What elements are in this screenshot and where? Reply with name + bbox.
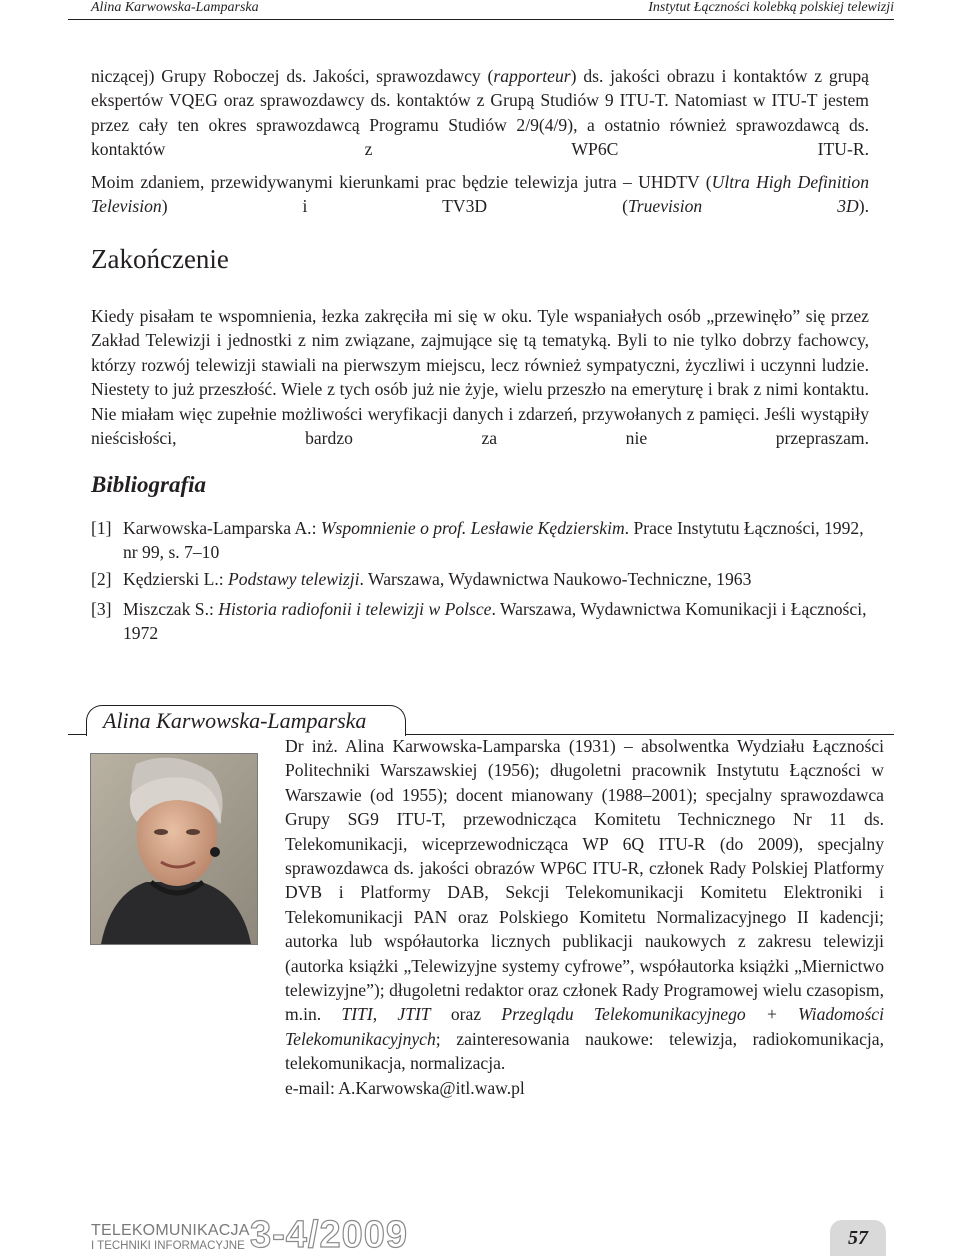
author-biography: Dr inż. Alina Karwowska-Lamparska (1931) – absolwentka Wydziału Łączności Politechniki Warszawskiej (1956); długoletni pracownik Instytutu Łączności w Warszawie (od 1955); docent mianowany (1988–2001); specjalny sprawozdawca Grupy SG9 ITU-T, przewodnicząca Komitetu Technicznego Nr 11 ds. Telekomunikacji, wiceprzewodnicząca WP 6Q ITU-R (do 2009), specjalny sprawozdawca ds. jakości obrazów WP6C ITU-R, członek Rady Polskiej Platformy DVB i Platformy DAB, Sekcji Telekomunikacji Komitetu Elektroniki i Telekomunikacji PAN oraz Polskiego Komitetu Normalizacyjnego II kadencji; autorka lub współautorka licznych publikacji naukowych z zakresu telewizji (autorka książki „Telewizyjne systemy cyfrowe”, współautorka książki „Miernictwo telewizyjne”); długoletni redaktor oraz członek Rady Programowej wielu czasopism, m.in. TITI, JTIT oraz Przeglądu Telekomunikacyjnego + Wiadomości Telekomunikacyjnych; zainteresowania naukowe: telewizja, radiokomunikacja, telekomunikacja, normalizacja. e-mail: A.Karwowska@itl.waw.pl xyxy=(285,736,885,1098)
bibliography-entry: [1] Karwowska-Lamparska A.: Wspomnienie o prof. Lesławie Kędzierskim. Prace Instytutu Łączności, 1992, nr 99, s. 7–10 xyxy=(91,518,864,563)
running-header-title: Instytut Łączności kolebką polskiej telewizji xyxy=(648,0,894,15)
section-heading-conclusion: Zakończenie xyxy=(91,244,229,274)
footer-issue-number: 3-4/2009 xyxy=(250,1214,409,1256)
paragraph-continued: niczącej) Grupy Roboczej ds. Jakości, sprawozdawcy (rapporteur) ds. jakości obrazu i kontaktów z grupą ekspertów VQEG oraz sprawozdawcy ds. kontaktów z Grupą Studiów 9 ITU-T. Natomiast w ITU-T jestem przez cały ten okres sprawozdawcą Programu Studiów 2/9(4/9), a ostatnio również sprawozdawcą ds. kontaktów z WP6C ITU-R. xyxy=(91,66,869,160)
paragraph-future-directions: Moim zdaniem, przewidywanymi kierunkami prac będzie telewizja jutra – UHDTV (Ultra High Definition Television) i TV3D (Truevision 3D). xyxy=(91,172,869,217)
page-number: 57 xyxy=(848,1227,868,1249)
bibliography-number: [2] xyxy=(91,569,112,589)
footer-magazine-name: TELEKOMUNIKACJA xyxy=(91,1222,250,1239)
running-header-author: Alina Karwowska-Lamparska xyxy=(91,0,259,15)
header-rule xyxy=(68,19,894,20)
bibliography-entry: [2] Kędzierski L.: Podstawy telewizji. Warszawa, Wydawnictwa Naukowo-Techniczne, 1963 xyxy=(91,567,881,591)
footer-magazine-subtitle: I TECHNIKI INFORMACYJNE xyxy=(91,1240,245,1252)
paragraph-conclusion: Kiedy pisałam te wspomnienia, łezka zakręciła mi się w oku. Tyle wspaniałych osób „przewinęło” się przez Zakład Telewizji i jednostki z nim związane, zajmujące się tą tematyką. Byli to nie tylko dobrzy fachowcy, którzy rozwój telewizji stawiali na pierwszym miejscu, lecz również sympatyczni, życzliwi i uczynni ludzie. Niestety to już przeszłość. Wiele z tych osób już nie żyje, wielu przeszło na emeryturę i brak z nimi kontaktu. Nie miałam więc zupełnie możliwości weryfikacji danych i zdarzeń, przywołanych z pamięci. Jeśli wystąpiły nieścisłości, bardzo za nie przepraszam. xyxy=(91,306,869,449)
bibliography-entry: [3] Miszczak S.: Historia radiofonii i telewizji w Polsce. Warszawa, Wydawnictwa Komunikacji i Łączności, 1972 xyxy=(91,599,867,644)
bibliography-number: [1] xyxy=(91,518,112,538)
section-heading-bibliography: Bibliografia xyxy=(91,472,207,497)
author-name-heading: Alina Karwowska-Lamparska xyxy=(103,708,367,733)
author-photo xyxy=(90,753,258,945)
bibliography-number: [3] xyxy=(91,599,112,619)
author-email: e-mail: A.Karwowska@itl.waw.pl xyxy=(285,1077,525,1098)
